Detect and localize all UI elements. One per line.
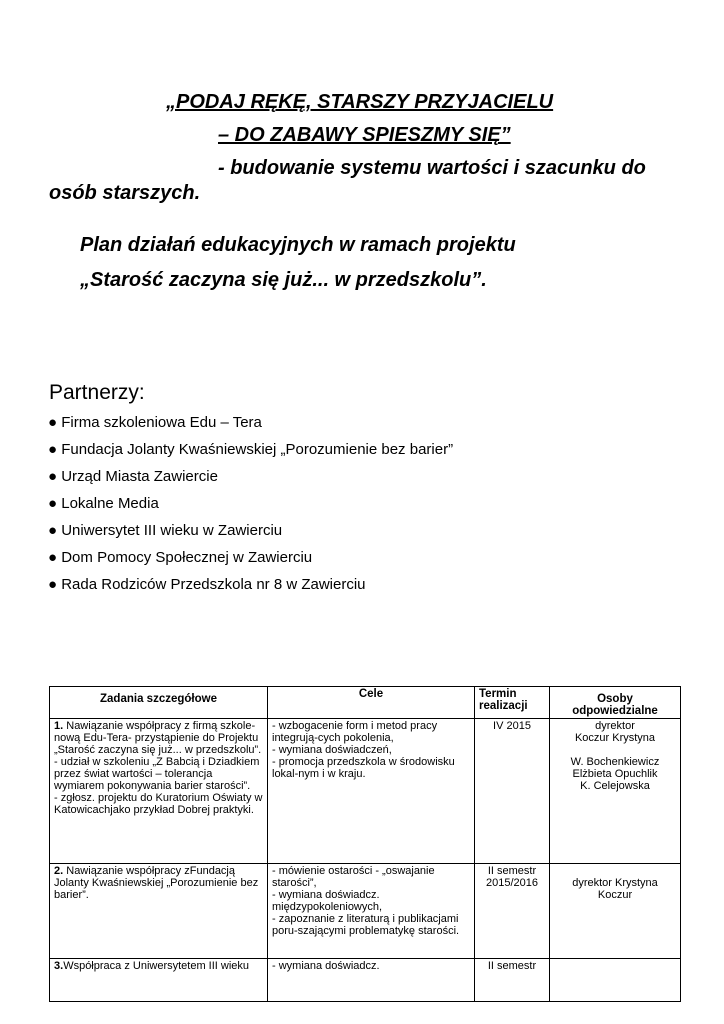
goals-cell	[268, 864, 475, 959]
heading-line-2: – DO ZABAWY SPIESZMY SIĘ”	[218, 124, 511, 146]
header-persons: Osoby odpowiedzialne	[550, 687, 681, 719]
goal-item: - wymiana doświadczeń,	[272, 744, 392, 756]
term-cell: II semestr	[475, 959, 550, 1002]
heading-line-3: - budowanie systemu wartości i szacunku do	[218, 157, 646, 179]
person-name: Koczur Krystyna	[574, 732, 656, 744]
partner-item: ● Rada Rodziców Przedszkola nr 8 w Zawierciu	[48, 576, 366, 593]
header-tasks: Zadania szczegółowe	[50, 687, 268, 719]
task-text: Nawiązanie współpracy zFundacją Jolanty Kwaśniewskiej „Porozumienie bez barier”.	[54, 865, 259, 901]
plan-title-line-1: Plan działań edukacyjnych w ramach projektu	[80, 234, 516, 256]
goals-cell	[268, 959, 475, 1002]
goal-item: - wymiana doświadcz.	[272, 960, 380, 972]
task-text: Nawiązanie współpracy z firmą szkole-nową Edu-Tera- przystąpienie do Projektu „Starość zaczyna się już... w przedszkolu”.	[54, 720, 262, 756]
term-cell	[475, 864, 550, 959]
row-number: 3.	[54, 960, 64, 972]
partner-item: ● Firma szkoleniowa Edu – Tera	[48, 414, 262, 431]
term-text: 2015/2016	[486, 877, 538, 889]
person-name: dyrektor Krystyna Koczur	[572, 877, 658, 901]
task-cell	[50, 719, 268, 864]
task-cell	[50, 864, 268, 959]
table-row	[50, 719, 681, 864]
header-term: Termin realizacji	[475, 687, 550, 719]
partners-title: Partnerzy:	[49, 381, 145, 404]
goals-cell	[268, 719, 475, 864]
goal-item: - wymiana doświadcz. międzypokoleniowych,	[272, 889, 383, 913]
partner-item: ● Fundacja Jolanty Kwaśniewskiej „Porozumienie bez barier”	[48, 441, 454, 458]
table-header-row	[50, 687, 681, 719]
header-goals: Cele	[268, 687, 475, 719]
goal-item: - wzbogacenie form i metod pracy integrują-cych pokolenia,	[272, 720, 438, 744]
partner-item: ● Lokalne Media	[48, 495, 159, 512]
goal-item: - mówienie ostarości - „oswajanie starości”,	[272, 865, 435, 889]
tasks-table	[49, 686, 681, 1002]
term-cell: IV 2015	[475, 719, 550, 864]
task-text: - zgłosz. projektu do Kuratorium Oświaty w Katowicachjako przykład Dobrej praktyki.	[54, 792, 263, 816]
row-number: 2.	[54, 865, 64, 877]
table-row	[50, 959, 681, 1002]
partner-item: ● Urząd Miasta Zawiercie	[48, 468, 218, 485]
person-name: W. Bochenkiewicz	[570, 756, 660, 768]
partners-list	[48, 412, 453, 601]
goal-item: - promocja przedszkola w środowisku lokal-nym i w kraju.	[272, 756, 455, 780]
persons-cell	[550, 864, 681, 959]
task-text: Współpraca z Uniwersytetem III wieku	[63, 960, 250, 972]
table-row	[50, 864, 681, 959]
partner-item: ● Dom Pomocy Społecznej w Zawierciu	[48, 549, 313, 566]
persons-cell	[550, 959, 681, 1002]
person-name: dyrektor	[595, 720, 635, 732]
plan-title-line-2: „Starość zaczyna się już... w przedszkolu”.	[80, 269, 487, 291]
task-cell	[50, 959, 268, 1002]
partner-item: ● Uniwersytet III wieku w Zawierciu	[48, 522, 283, 539]
person-name: K. Celejowska	[580, 780, 650, 792]
goal-item: - zapoznanie z literaturą i publikacjami poru-szającymi problematykę starości.	[272, 913, 460, 937]
row-number: 1.	[54, 720, 64, 732]
term-text: II semestr	[487, 865, 537, 877]
person-name: Elżbieta Opuchlik	[572, 768, 658, 780]
task-text: - udział w szkoleniu „Z Babcią i Dziadkiem przez świat wartości – tolerancja wymiarem pokonywania barier starości”.	[54, 756, 260, 792]
heading-line-4: osób starszych.	[49, 182, 201, 204]
persons-cell	[550, 719, 681, 864]
heading-line-1: „PODAJ RĘKĘ, STARSZY PRZYJACIELU	[166, 91, 554, 113]
